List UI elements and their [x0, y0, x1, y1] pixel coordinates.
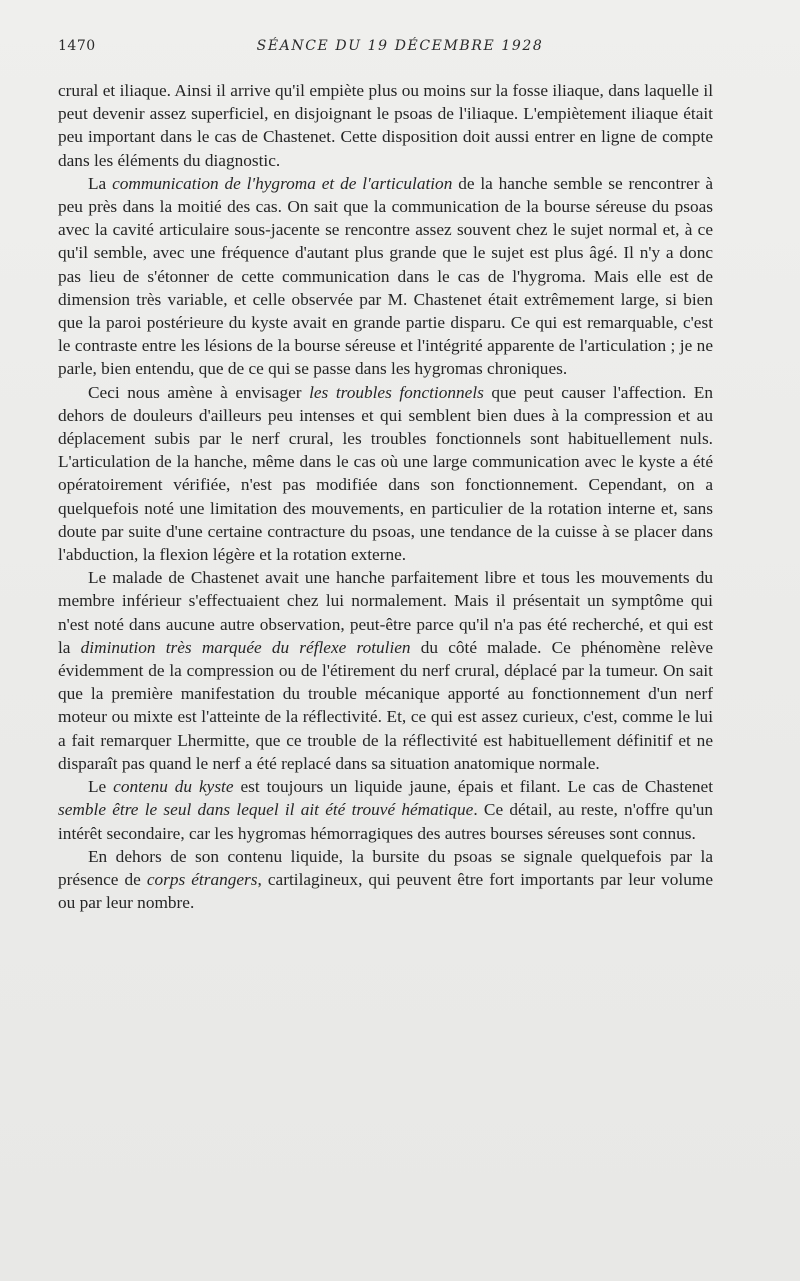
- italic-text-segment: contenu du kyste: [113, 777, 234, 797]
- italic-text-segment: diminution très marquée du réflexe rotulien: [80, 637, 411, 657]
- text-segment: Le malade de Chastenet avait une hanche parfaitement libre et tous les mouvements du membre inférieur s'effectuaient chez lui normalement. Mais il présentait un symptôme qui n'est noté dans aucune autre observation, peut-être parce qu'il n'a pas été recherché, et qui est la: [58, 568, 713, 657]
- text-segment: En dehors de son contenu liquide, la bursite du psoas se signale quelquefois par la présence de: [58, 846, 713, 889]
- italic-text-segment: corps étrangers: [146, 869, 258, 889]
- running-title: SÉANCE DU 19 DÉCEMBRE 1928: [256, 38, 544, 54]
- text-segment: de la hanche semble se rencontrer à peu près dans la moitié des cas. On sait que la communication de la bourse séreuse du psoas avec la cavité articulaire sous-jacente se rencontre assez souvent chez le sujet normal et, à ce qu'il semble, avec une fréquence d'autant plus grande que le sujet est plus âgé. Il n'y a donc pas lieu de s'étonner de cette communication dans le cas de l'hygroma. Mais elle est de dimension très variable, et celle observée par M. Chastenet était extrêmement large, si bien que la paroi postérieure du kyste avait en grande partie disparu. Ce qui est remarquable, c'est le contraste entre les lésions de la bourse séreuse et l'intégrité apparente de l'articulation ; je ne parle, bien entendu, que de ce qui se passe dans les hygromas chroniques.: [58, 173, 713, 379]
- paragraph: [58, 381, 713, 567]
- page-header: [58, 36, 742, 58]
- text-segment: . Ce détail, au reste, n'offre qu'un intérêt secondaire, car les hygromas hémorragiques des autres bourses séreuses sont connus.: [58, 800, 713, 843]
- italic-text-segment: communication de l'hygroma et de l'articulation: [112, 173, 453, 193]
- paragraph: [58, 775, 713, 845]
- text-segment: Le: [88, 777, 114, 797]
- italic-text-segment: les troubles fonctionnels: [309, 382, 484, 402]
- paragraph: [58, 79, 713, 172]
- page-number: 1470: [58, 38, 96, 54]
- text-segment: , cartilagineux, qui peuvent être fort importants par leur volume ou par leur nombre.: [58, 869, 713, 913]
- text-segment: Ceci nous amène à envisager: [88, 382, 310, 402]
- text-segment: La: [88, 173, 113, 193]
- text-segment: du côté malade. Ce phénomène relève évidemment de la compression ou de l'étirement du nerf crural, déplacé par la tumeur. On sait que la première manifestation du trouble mécanique apporté au fonctionnement d'un nerf moteur ou mixte est l'atteinte de la réflectivité. Et, ce qui est assez curieux, c'est, comme le lui a fait remarquer Lhermitte, que ce trouble de la réflectivité est habituellement définitif et ne disparaît pas quand le nerf a été replacé dans sa situation anatomique normale.: [58, 637, 714, 773]
- paragraph: [58, 566, 713, 775]
- italic-text-segment: semble être le seul dans lequel il ait été trouvé hématique: [58, 800, 474, 820]
- text-segment: crural et iliaque. Ainsi il arrive qu'il empiète plus ou moins sur la fosse iliaque, dans laquelle il peut devenir assez superficiel, en disjoignant le psoas de l'iliaque. L'empiètement iliaque était peu important dans le cas de Chastenet. Cette disposition doit aussi entrer en ligne de compte dans les éléments du diagnostic.: [58, 81, 713, 170]
- paragraph: [58, 172, 713, 381]
- article-body: [58, 79, 713, 914]
- text-segment: est toujours un liquide jaune, épais et filant. Le cas de Chastenet: [233, 777, 713, 797]
- paragraph: [58, 845, 713, 915]
- text-segment: que peut causer l'affection. En dehors de douleurs d'ailleurs peu intenses et qui semblent bien dues à la compression et au déplacement subis par le nerf crural, les troubles fonctionnels sont habituellement nuls. L'articulation de la hanche, même dans le cas où une large communication avec le kyste a été opératoirement vérifiée, n'est pas modifiée dans son fonctionnement. Cependant, on a quelquefois noté une limitation des mouvements, en particulier de la rotation interne et, sans doute par suite d'une certaine contracture du psoas, une tendance de la cuisse à se placer dans l'abduction, la flexion légère et la rotation externe.: [58, 382, 713, 565]
